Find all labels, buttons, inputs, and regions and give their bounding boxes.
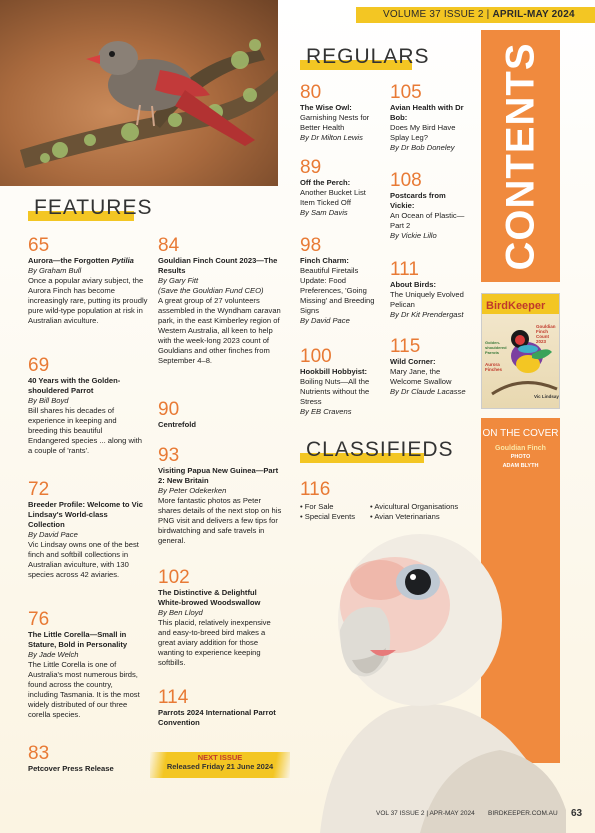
features-heading: FEATURES xyxy=(34,196,153,219)
regular-desc: The Uniquely Evolved Pelican xyxy=(390,290,464,309)
feature-byline-role: (Save the Gouldian Fund CEO) xyxy=(158,286,264,295)
next-issue-date: Released Friday 21 June 2024 xyxy=(166,762,274,771)
page-number: 98 xyxy=(300,235,322,256)
feature-title: Breeder Profile: Welcome to Vic Lindsay's World-class Collection xyxy=(28,500,143,529)
regular-title: Wild Corner: xyxy=(390,357,436,366)
feature-byline: By Ben Lloyd xyxy=(158,608,203,617)
page-number: 93 xyxy=(158,445,180,466)
feature-desc: Once a popular aviary subject, the Aurora Finch has become increasingly rare, putting its proudly pure wild-type population at risk in Australian aviculture. xyxy=(28,276,148,325)
page-number: 114 xyxy=(158,687,189,708)
page-number: 83 xyxy=(28,743,50,764)
photo-credit-label: PHOTO xyxy=(510,454,531,460)
classified-category[interactable]: • For Sale xyxy=(300,502,334,511)
regular-desc: Another Bucket List Item Ticked Off xyxy=(300,188,366,207)
feature-desc: Vic Lindsay owns one of the best finch and softbill collections in Australian aviculture, with 130 species across 42 aviaries. xyxy=(28,540,139,579)
regular-byline: By David Pace xyxy=(300,316,350,325)
regular-item[interactable] xyxy=(390,171,470,241)
regulars-heading: REGULARS xyxy=(306,45,430,68)
regular-title: About Birds: xyxy=(390,280,436,289)
feature-item[interactable] xyxy=(28,610,140,720)
next-issue-label: NEXT ISSUE xyxy=(197,753,243,762)
classified-category[interactable]: • Special Events xyxy=(300,512,356,521)
feature-byline: By Jade Welch xyxy=(28,650,79,659)
regular-desc: Boiling Nuts—All the Nutrients without the Stress xyxy=(300,377,370,406)
feature-desc: More fantastic photos as Peter shares details of the next stop on his PNG visit and delivers a few tips for birdwatching and safe travels in general. xyxy=(158,496,282,545)
page-number: 76 xyxy=(28,609,50,630)
regular-item[interactable] xyxy=(300,158,380,218)
regular-desc: An Ocean of Plastic—Part 2 xyxy=(390,211,465,230)
regular-byline: By EB Cravens xyxy=(300,407,352,416)
page-number: 69 xyxy=(28,355,50,376)
page-number: 89 xyxy=(300,157,322,178)
feature-byline: By David Pace xyxy=(28,530,78,539)
classified-category[interactable]: • Avian Veterinarians xyxy=(370,512,440,521)
regular-item[interactable] xyxy=(300,347,380,417)
feature-title: Gouldian Finch Count 2023—The Results xyxy=(158,256,278,275)
regular-item[interactable] xyxy=(390,83,472,153)
regular-item[interactable] xyxy=(300,83,380,143)
regular-byline: By Vickie Lillo xyxy=(390,231,437,240)
page-number-footer: 63 xyxy=(571,808,583,819)
feature-desc: A great group of 27 volunteers assembled in the Wyndham caravan park, in the east Kimberley region of Western Australia, all keen to help with the week-long 2023 count of Gouldians and other finches from September 4–8. xyxy=(158,296,281,365)
footer-website[interactable]: BIRDKEEPER.COM.AU xyxy=(488,810,558,817)
page-number: 115 xyxy=(390,336,421,357)
feature-title: The Little Corella—Small in Stature, Bold in Personality xyxy=(28,630,128,649)
regular-byline: By Dr Bob Doneley xyxy=(390,143,455,152)
cover-thumbnail[interactable] xyxy=(481,293,560,409)
regular-item[interactable] xyxy=(390,260,474,320)
footer-issue: VOL 37 ISSUE 2 | APR-MAY 2024 xyxy=(376,810,475,817)
corella-illustration xyxy=(300,510,566,833)
classifieds-heading: CLASSIFIEDS xyxy=(306,438,454,461)
page-number: 116 xyxy=(300,479,331,500)
page-number: 90 xyxy=(158,399,180,420)
feature-desc: Bill shares his decades of experience in keeping and breeding this beautiful Endangered species ... along with a couple of 'rants'. xyxy=(28,406,142,455)
on-cover-heading: ON THE COVER xyxy=(482,428,559,439)
feature-item[interactable] xyxy=(28,356,144,456)
corella-photo xyxy=(300,510,566,833)
feature-item[interactable] xyxy=(158,688,282,728)
page-number: 80 xyxy=(300,82,322,103)
feature-desc: The Little Corella is one of Australia's most numerous birds, found across the country, including Tasmania. It is the most widely distributed of our three corella species. xyxy=(28,660,140,719)
cover-tag: Gouldian Finch Count 2023 xyxy=(536,324,556,344)
next-issue-banner xyxy=(150,752,290,778)
feature-title: Visiting Papua New Guinea—Part 2: New Britain xyxy=(158,466,279,485)
classifieds-page[interactable] xyxy=(300,480,360,500)
feature-desc: This placid, relatively inexpensive and easy-to-breed bird makes a great aviary addition for those wanting to experience keeping softbills. xyxy=(158,618,271,667)
issue-label: VOLUME 37 ISSUE 2 | APRIL-MAY 2024 xyxy=(383,9,575,20)
feature-title: Parrots 2024 International Parrot Convention xyxy=(158,708,276,727)
cover-tag: Aurora Finches xyxy=(485,362,503,372)
finch-photo xyxy=(0,0,278,186)
regular-desc: Garnishing Nests for Better Health xyxy=(300,113,370,132)
regular-desc: Mary Jane, the Welcome Swallow xyxy=(390,367,452,386)
feature-item[interactable] xyxy=(158,568,282,668)
regular-item[interactable] xyxy=(390,337,470,397)
regular-byline: By Dr Kit Prendergast xyxy=(390,310,464,319)
cover-tag: Golden-shouldered Parrots xyxy=(485,340,507,355)
issue-date: APRIL-MAY 2024 xyxy=(492,9,575,20)
page-number: 108 xyxy=(390,170,422,191)
contents-title: CONTENTS xyxy=(498,42,542,270)
page-number: 100 xyxy=(300,346,332,367)
regular-title: Postcards from Vickie: xyxy=(390,191,446,210)
page-number: 102 xyxy=(158,567,190,588)
feature-title: Aurora—the Forgotten Pytilia xyxy=(28,256,134,265)
svg-text:BirdKeeper: BirdKeeper xyxy=(486,300,546,312)
feature-item[interactable] xyxy=(158,236,282,366)
on-cover-subject: Gouldian Finch xyxy=(495,445,546,452)
regular-title: The Wise Owl: xyxy=(300,103,352,112)
feature-title: The Distinctive & Delightful White-browed Woodswallow xyxy=(158,588,261,607)
feature-item[interactable] xyxy=(28,480,146,580)
page-number: 111 xyxy=(390,259,419,280)
regular-title: Finch Charm: xyxy=(300,256,349,265)
regular-byline: By Dr Claude Lacasse xyxy=(390,387,466,396)
finch-illustration xyxy=(0,0,278,186)
regular-byline: By Sam Davis xyxy=(300,208,348,217)
feature-byline: By Bill Boyd xyxy=(28,396,69,405)
feature-title: 40 Years with the Golden-shouldered Parrot xyxy=(28,376,121,395)
regular-title: Avian Health with Dr Bob: xyxy=(390,103,464,122)
regular-desc: Beautiful Firetails Update: Food Preferences, 'Going Missing' and Breeding Signs xyxy=(300,266,375,315)
feature-byline: By Peter Odekerken xyxy=(158,486,227,495)
feature-item[interactable] xyxy=(28,236,148,326)
regular-byline: By Dr Milton Lewis xyxy=(300,133,363,142)
on-cover-text xyxy=(481,428,560,470)
photo-credit-name: ADAM BLYTH xyxy=(502,463,539,469)
page-number: 105 xyxy=(390,82,422,103)
regular-desc: Does My Bird Have Splay Leg? xyxy=(390,123,456,142)
cover-tag: Vic Lindsay xyxy=(534,394,559,399)
feature-item[interactable] xyxy=(28,744,148,774)
page-number: 84 xyxy=(158,235,180,256)
regular-item[interactable] xyxy=(300,236,380,326)
regular-title: Hookbill Hobbyist: xyxy=(300,367,368,376)
feature-title: Centrefold xyxy=(158,420,196,429)
feature-byline: By Graham Bull xyxy=(28,266,82,275)
feature-item[interactable] xyxy=(158,446,282,546)
regular-title: Off the Perch: xyxy=(300,178,351,187)
feature-item[interactable] xyxy=(158,400,282,430)
volume-label: VOLUME 37 ISSUE 2 xyxy=(383,9,484,20)
feature-title: Petcover Press Release xyxy=(28,764,114,773)
classified-category[interactable]: • Avicultural Organisations xyxy=(370,502,459,511)
page-number: 65 xyxy=(28,235,50,256)
page-number: 72 xyxy=(28,479,50,500)
feature-byline: By Gary Fitt xyxy=(158,276,199,285)
